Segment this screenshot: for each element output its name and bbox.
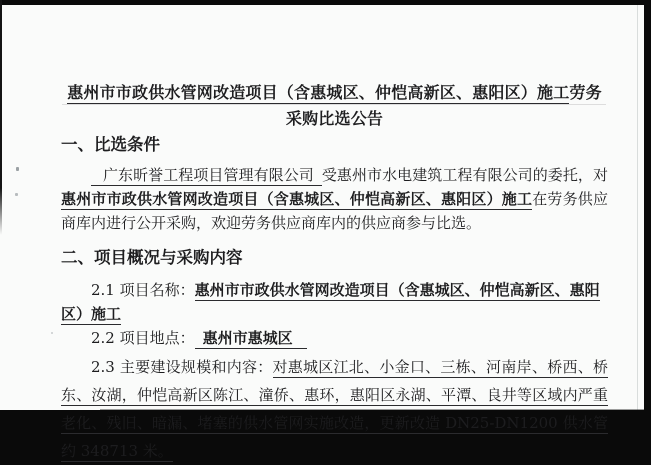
document-title-suffix: 劳务采购比选公告 [285, 83, 602, 128]
document-title [61, 80, 608, 132]
scan-artifact-line [62, 104, 606, 105]
scan-speck [15, 193, 18, 196]
item-2-1-label: 2.1 项目名称： [91, 281, 195, 299]
project-name: 惠州市市政供水管网改造项目（含惠城区、仲恺高新区、惠阳区）施工 [61, 190, 533, 208]
paragraph-middle-text: 受惠州市水电建筑工程有限公司的委托，对 [321, 166, 608, 184]
item-2-1-value: 惠州市市政供水管网改造项目（含惠城区、仲恺高新区、惠阳区）施工 [61, 281, 600, 323]
page-content [0, 5, 644, 465]
item-2-3-label: 2.3 主要建设规模和内容： [91, 358, 273, 376]
scan-border-left [0, 0, 2, 235]
scanned-document-page [0, 5, 644, 460]
agency-name: 广东昕誉工程项目管理有限公司 [91, 166, 322, 186]
scan-speck [16, 167, 19, 171]
item-2-2-value: 惠州市惠城区 [195, 329, 307, 349]
item-2-3-value: 对惠城区江北、小金口、三栋、河南岸、桥西、桥东、汝湖，仲恺高新区陈江、潼侨、惠环，惠阳区永湖、平潭、良井等区域内严重老化、残旧、暗漏、堵塞的供水管网实施改造，更新改造 DN25-DN1200 供水管约 348713 米。 [61, 358, 608, 460]
paragraph-tail-text: 在劳务供应商库内进行公开采购，欢迎劳务供应商库内的供应商参与比选。 [61, 190, 608, 232]
document-title-project-name: 惠州市市政供水管网改造项目（含惠城区、仲恺高新区、惠阳区）施工 [67, 83, 570, 102]
paper-fold-line [637, 5, 638, 410]
scan-speck [51, 332, 53, 334]
section-2-heading: 二、项目概况与采购内容 [61, 248, 243, 267]
section-1-heading: 一、比选条件 [61, 135, 160, 154]
item-2-2-label: 2.2 项目地点： [91, 329, 195, 347]
item-project-name [61, 278, 608, 326]
item-project-location [61, 326, 608, 350]
section-1-paragraph [61, 163, 608, 235]
